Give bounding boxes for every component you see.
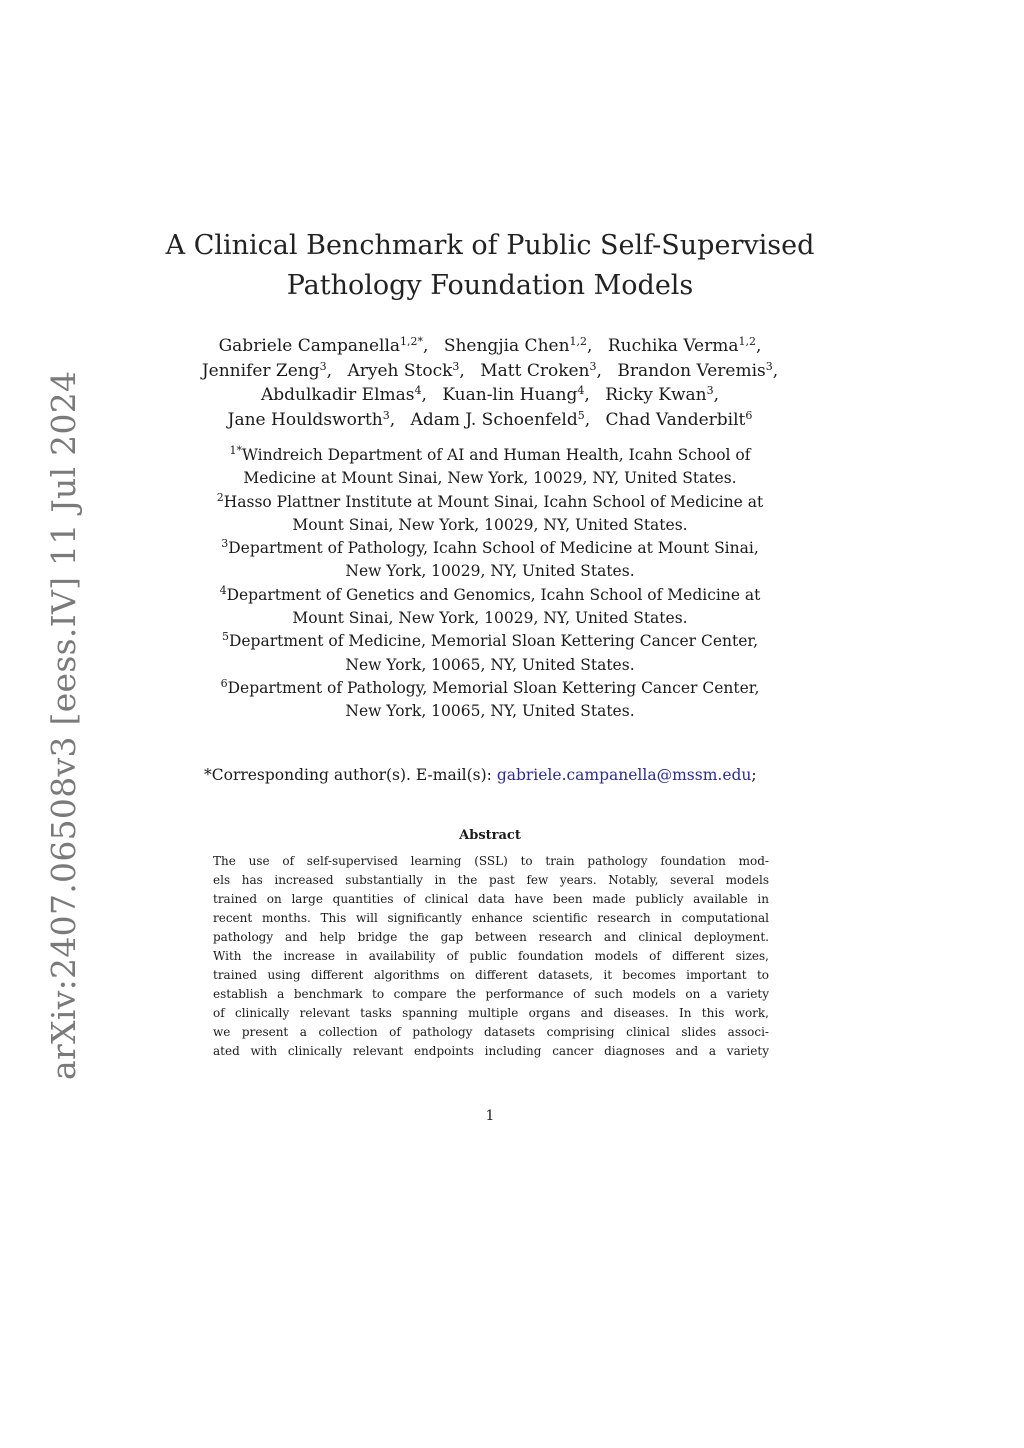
author-separator: , xyxy=(584,409,591,430)
affiliation xyxy=(150,630,830,677)
author xyxy=(411,408,591,433)
author xyxy=(261,383,427,408)
author-name: Aryeh Stock xyxy=(347,360,453,381)
affiliation xyxy=(150,537,830,584)
author xyxy=(606,408,753,433)
author-name: Matt Croken xyxy=(480,360,590,381)
author-separator: , xyxy=(756,336,762,356)
author-separator: , xyxy=(587,336,593,356)
author-affiliation-marker: 1,2 xyxy=(569,335,588,348)
author-separator: , xyxy=(584,385,590,405)
author-separator: , xyxy=(713,385,720,405)
author xyxy=(219,334,429,359)
abstract-line: recent months. This will significantly enhance scientific research in computational xyxy=(213,911,769,925)
author-name: Abdulkadir Elmas xyxy=(260,385,415,405)
affiliation xyxy=(150,584,830,631)
affiliation-text: New York, 10029, NY, United States. xyxy=(345,562,635,581)
corresponding-author-note xyxy=(204,764,757,786)
affiliation-list xyxy=(150,444,830,724)
author-separator: , xyxy=(389,409,396,430)
author-separator: , xyxy=(772,360,779,381)
author-affiliation-marker: 3 xyxy=(319,359,327,373)
author-line xyxy=(150,334,830,359)
title-line: A Clinical Benchmark of Public Self-Supervised xyxy=(165,230,815,261)
abstract-line: pathology and help bridge the gap between research and clinical deployment. xyxy=(213,930,769,944)
author-affiliation-marker: 4 xyxy=(414,384,422,397)
affiliation-text: Department of Medicine, Memorial Sloan Kettering Cancer Center, xyxy=(228,632,759,651)
abstract-line: els has increased substantially in the past few years. Notably, several models xyxy=(213,873,769,887)
author-separator: , xyxy=(596,360,602,381)
abstract-line: trained using different algorithms on different datasets, it becomes important to xyxy=(213,968,769,982)
author-affiliation-marker: 3 xyxy=(382,408,390,422)
affiliation-marker: 1* xyxy=(229,444,242,457)
affiliation-text: Mount Sinai, New York, 10029, NY, United States. xyxy=(292,609,688,628)
affiliation-text: Hasso Plattner Institute at Mount Sinai, Icahn School of Medicine at xyxy=(223,492,764,511)
affiliation-marker: 3 xyxy=(221,537,229,551)
author-name: Jane Houldsworth xyxy=(227,409,383,430)
affiliation-text: Department of Pathology, Icahn School of Medicine at Mount Sinai, xyxy=(228,539,759,558)
title-line: Pathology Foundation Models xyxy=(286,270,694,301)
email-link[interactable]: gabriele.campanella@mssm.edu xyxy=(496,766,752,784)
author-line xyxy=(150,359,830,384)
affiliation-text: Department of Pathology, Memorial Sloan Kettering Cancer Center, xyxy=(227,678,760,697)
affiliation xyxy=(150,444,830,491)
abstract-line: establish a benchmark to compare the performance of such models on a variety xyxy=(213,987,769,1001)
paper-title xyxy=(150,226,830,306)
author-separator: , xyxy=(423,336,429,356)
affiliation-marker: 5 xyxy=(221,630,229,644)
abstract-line: The use of self-supervised learning (SSL) to train pathology foundation mod- xyxy=(213,854,769,868)
author xyxy=(444,334,593,359)
affiliation-text: Medicine at Mount Sinai, New York, 10029, NY, United States. xyxy=(243,469,737,488)
author-name: Adam J. Schoenfeld xyxy=(410,409,578,430)
author-affiliation-marker: 4 xyxy=(577,384,585,397)
author xyxy=(228,408,396,433)
affiliation-marker: 2 xyxy=(216,490,224,504)
author-line xyxy=(150,408,830,433)
author-affiliation-marker: 5 xyxy=(577,408,585,422)
author-name: Shengjia Chen xyxy=(443,336,570,356)
affiliation-text: Windreich Department of AI and Human Health, Icahn School of xyxy=(241,446,751,464)
abstract-line: trained on large quantities of clinical data have been made publicly available in xyxy=(213,892,769,906)
abstract-line: ated with clinically relevant endpoints including cancer diagnoses and a variety xyxy=(213,1044,769,1058)
author-name: Kuan-lin Huang xyxy=(442,385,578,405)
author-affiliation-marker: 6 xyxy=(745,408,753,422)
author xyxy=(347,359,464,384)
author-name: Ricky Kwan xyxy=(605,385,707,405)
author xyxy=(202,359,332,384)
affiliation xyxy=(150,677,830,724)
author-name: Gabriele Campanella xyxy=(218,336,401,356)
abstract-line: With the increase in availability of public foundation models of different sizes, xyxy=(213,949,769,963)
author-affiliation-marker: 3 xyxy=(452,359,460,373)
author xyxy=(608,334,762,359)
author-line xyxy=(150,383,830,408)
author-name: Brandon Veremis xyxy=(617,360,766,381)
affiliation-marker: 6 xyxy=(220,676,228,690)
affiliation-text: New York, 10065, NY, United States. xyxy=(345,655,635,674)
author xyxy=(605,383,719,408)
author xyxy=(617,359,778,384)
author-separator: , xyxy=(459,360,465,381)
author xyxy=(480,359,602,384)
author xyxy=(442,383,589,408)
author-affiliation-marker: 3 xyxy=(765,359,773,373)
abstract-heading: Abstract xyxy=(459,828,521,843)
corresponding-suffix: ; xyxy=(751,766,757,784)
author-affiliation-marker: 1,2* xyxy=(400,335,424,348)
author-name: Ruchika Verma xyxy=(607,336,739,356)
affiliation-text: Department of Genetics and Genomics, Icahn School of Medicine at xyxy=(226,585,761,604)
affiliation-text: New York, 10065, NY, United States. xyxy=(345,702,635,721)
author-separator: , xyxy=(326,360,333,381)
author-affiliation-marker: 3 xyxy=(589,359,597,373)
affiliation xyxy=(150,491,830,538)
page-number: 1 xyxy=(485,1108,495,1124)
author-list xyxy=(150,334,830,432)
abstract-line: we present a collection of pathology datasets comprising clinical slides associ- xyxy=(213,1025,769,1039)
abstract-body xyxy=(213,852,769,1061)
abstract-line: of clinically relevant tasks spanning multiple organs and diseases. In this work, xyxy=(213,1006,769,1020)
author-affiliation-marker: 3 xyxy=(706,384,714,397)
author-name: Chad Vanderbilt xyxy=(605,409,746,430)
affiliation-text: Mount Sinai, New York, 10029, NY, United States. xyxy=(292,515,688,534)
author-name: Jennifer Zeng xyxy=(201,360,320,381)
author-separator: , xyxy=(421,385,427,405)
author-affiliation-marker: 1,2 xyxy=(738,335,756,348)
affiliation-marker: 4 xyxy=(219,583,227,597)
arxiv-identifier-stamp: arXiv:2407.06508v3 [eess.IV] 11 Jul 2024 xyxy=(44,370,83,1080)
corresponding-label: *Corresponding author(s). E-mail(s): xyxy=(204,766,497,784)
